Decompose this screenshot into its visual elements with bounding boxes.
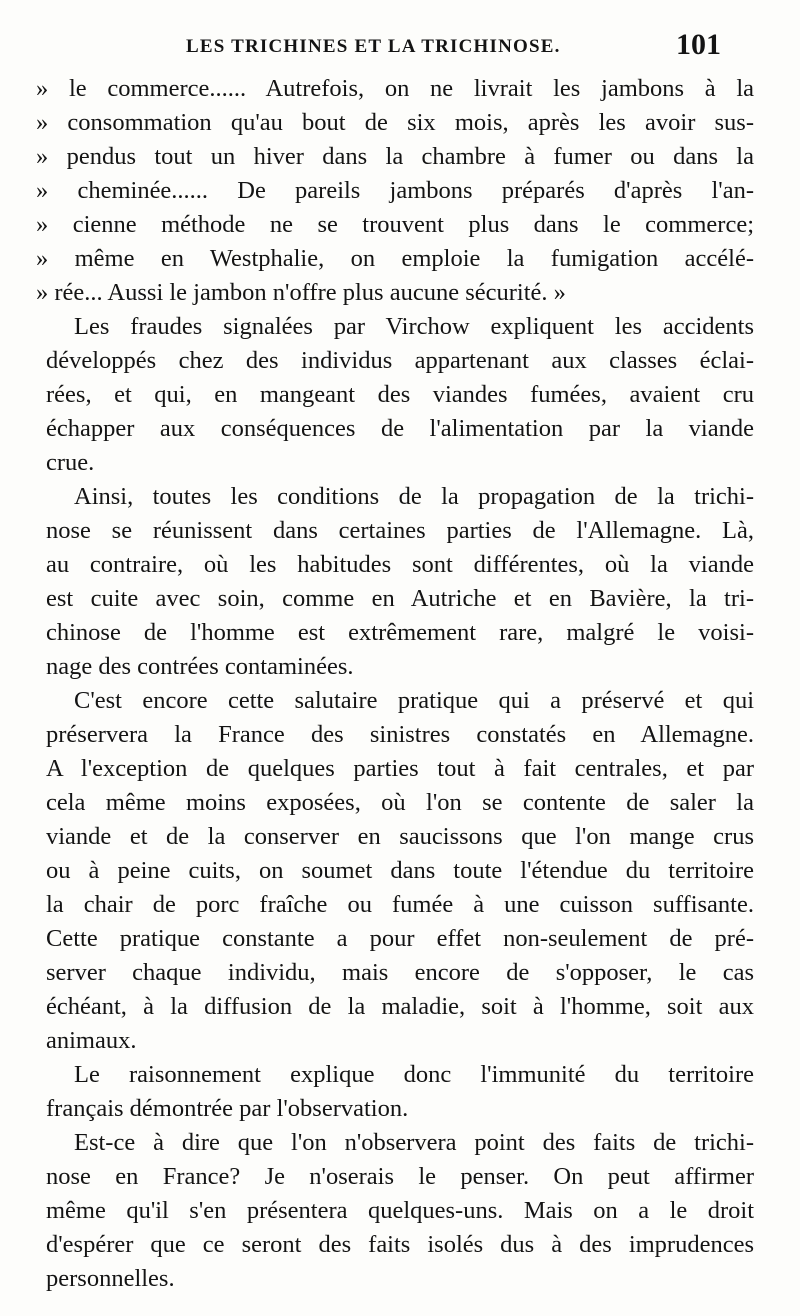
text-line: Cette pratique constante a pour effet non-seulement de pré-: [46, 925, 754, 952]
text-line: est cuite avec soin, comme en Autriche et en Bavière, la tri-: [46, 585, 754, 612]
text-line: Ainsi, toutes les conditions de la propagation de la trichi-: [74, 483, 754, 510]
text-line: Est-ce à dire que l'on n'observera point des faits de trichi-: [74, 1129, 754, 1156]
text-line: ou à peine cuits, on soumet dans toute l'étendue du territoire: [46, 857, 754, 884]
text-line: nose se réunissent dans certaines parties de l'Allemagne. Là,: [46, 517, 754, 544]
text-line: même qu'il s'en présentera quelques-uns. Mais on a le droit: [46, 1197, 754, 1224]
text-line: personnelles.: [46, 1265, 175, 1292]
text-line: rées, et qui, en mangeant des viandes fumées, avaient cru: [46, 381, 754, 408]
text-line: » le commerce...... Autrefois, on ne livrait les jambons à la: [36, 75, 754, 102]
text-line: Les fraudes signalées par Virchow expliquent les accidents: [74, 313, 754, 340]
text-line: cela même moins exposées, où l'on se contente de saler la: [46, 789, 754, 816]
text-line: crue.: [46, 449, 95, 476]
text-line: » cienne méthode ne se trouvent plus dans le commerce;: [36, 211, 754, 238]
text-line: » cheminée...... De pareils jambons préparés d'après l'an-: [36, 177, 754, 204]
text-line: au contraire, où les habitudes sont différentes, où la viande: [46, 551, 754, 578]
text-line: d'espérer que ce seront des faits isolés dus à des imprudences: [46, 1231, 754, 1258]
running-title: LES TRICHINES ET LA TRICHINOSE.: [186, 36, 561, 57]
text-line: animaux.: [46, 1027, 137, 1054]
text-line: préservera la France des sinistres constatés en Allemagne.: [46, 721, 754, 748]
text-line: C'est encore cette salutaire pratique qui a préservé et qui: [74, 687, 754, 714]
text-line: nage des contrées contaminées.: [46, 653, 354, 680]
page-number: 101: [676, 28, 721, 61]
text-line: Le raisonnement explique donc l'immunité du territoire: [74, 1061, 754, 1088]
text-line: A l'exception de quelques parties tout à fait centrales, et par: [46, 755, 754, 782]
text-line: français démontrée par l'observation.: [46, 1095, 409, 1122]
text-line: » rée... Aussi le jambon n'offre plus aucune sécurité. »: [36, 279, 566, 306]
text-line: nose en France? Je n'oserais le penser. On peut affirmer: [46, 1163, 754, 1190]
text-line: échéant, à la diffusion de la maladie, soit à l'homme, soit aux: [46, 993, 754, 1020]
text-line: » pendus tout un hiver dans la chambre à fumer ou dans la: [36, 143, 754, 170]
text-line: » consommation qu'au bout de six mois, après les avoir sus-: [36, 109, 754, 136]
text-line: viande et de la conserver en saucissons que l'on mange crus: [46, 823, 754, 850]
text-line: » même en Westphalie, on emploie la fumigation accélé-: [36, 245, 754, 272]
text-line: chinose de l'homme est extrêmement rare, malgré le voisi-: [46, 619, 754, 646]
text-line: la chair de porc fraîche ou fumée à une cuisson suffisante.: [46, 891, 754, 918]
page-header: [0, 28, 800, 68]
text-line: développés chez des individus appartenant aux classes éclai-: [46, 347, 754, 374]
text-line: échapper aux conséquences de l'alimentation par la viande: [46, 415, 754, 442]
text-line: server chaque individu, mais encore de s'opposer, le cas: [46, 959, 754, 986]
